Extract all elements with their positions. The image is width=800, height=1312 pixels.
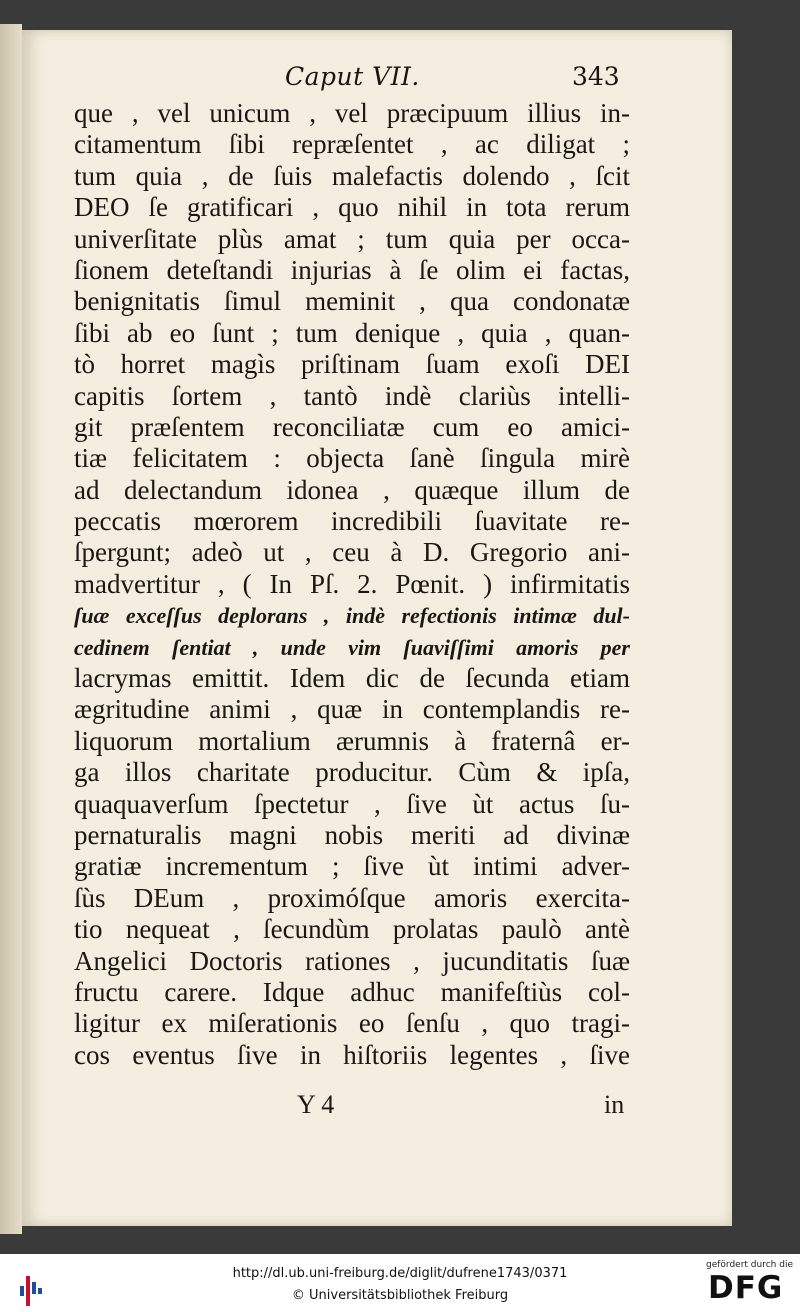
text-line: Angelici Doctoris rationes , jucunditatis ſuæ — [74, 945, 630, 976]
catchword: in — [604, 1090, 625, 1119]
text-line: liquorum mortalium ærumnis à fraternâ er- — [74, 725, 630, 756]
text-line: ligitur ex miſerationis eo ſenſu , quo tragi- — [74, 1008, 630, 1039]
text-line: peccatis mœrorem incredibili ſuavitate re- — [74, 506, 630, 537]
scan-background — [732, 22, 800, 1254]
text-line: lacrymas emittit. Idem dic de ſecunda etiam — [74, 663, 630, 694]
text-line: ad delectandum idonea , quæque illum de — [74, 474, 630, 505]
page-url[interactable]: http://dl.ub.uni-freiburg.de/diglit/dufrene1743/0371 — [232, 1266, 568, 1281]
text-line: pernaturalis magni nobis meriti ad divinæ — [74, 819, 630, 850]
text-line: madvertitur , ( In Pſ. 2. Pœnit. ) infirmitatis — [74, 568, 630, 599]
running-head: Caput VII. — [285, 62, 420, 91]
viewer-footer — [0, 1254, 800, 1312]
signature-mark: Y 4 — [297, 1090, 335, 1119]
copyright-notice: © Universitätsbibliothek Freiburg — [291, 1288, 509, 1303]
text-line: DEO ſe gratificari , quo nihil in tota rerum — [74, 192, 630, 223]
text-line: fructu carere. Idque adhuc manifeſtiùs col- — [74, 976, 630, 1007]
text-line: tio nequeat , ſecundùm prolatas paulò antè — [74, 914, 630, 945]
text-line: capitis ſortem , tantò indè clariùs intelli- — [74, 380, 630, 411]
text-line: gratiæ incrementum ; ſive ùt intimi adver- — [74, 851, 630, 882]
body-text — [74, 98, 630, 1071]
text-line: ſpergunt; adeò ut , ceu à D. Gregorio ani- — [74, 537, 630, 568]
text-line: univerſitate plùs amat ; tum quia per occa- — [74, 223, 630, 254]
text-line: ægritudine animi , quæ in contemplandis re- — [74, 694, 630, 725]
text-line: ſionem deteſtandi injurias à ſe olim ei factas, — [74, 254, 630, 285]
text-line: ſuæ exceſſus deplorans , indè refectionis intimæ dul- — [74, 603, 630, 629]
text-line: ſùs DEum , proximóſque amoris exercita- — [74, 882, 630, 913]
text-line: tò horret magìs priſtinam ſuam exoſi DEI — [74, 349, 630, 380]
page-number: 343 — [572, 62, 620, 91]
dfg-logo: DFG — [708, 1270, 784, 1306]
dfg-funding-text: gefördert durch die — [706, 1260, 793, 1270]
previous-page-edge — [0, 24, 22, 1234]
text-line: tiæ felicitatem : objecta ſanè ſingula mirè — [74, 443, 630, 474]
text-line: cedinem ſentiat , unde vim ſuaviſſimi amoris per — [74, 634, 630, 660]
text-line: quaquaverſum ſpectetur , ſive ùt actus ſu- — [74, 788, 630, 819]
text-line: benignitatis ſimul meminit , qua condonatæ — [74, 286, 630, 317]
text-line: ga illos charitate producitur. Cùm & ipſa, — [74, 757, 630, 788]
text-line: git præſentem reconciliatæ cum eo amici- — [74, 411, 630, 442]
text-line: cos eventus ſive in hiſtoriis legentes , ſive — [74, 1039, 630, 1070]
text-line: citamentum ſibi repræſentet , ac diligat ; — [74, 129, 630, 160]
text-line: ſibi ab eo ſunt ; tum denique , quia , quan- — [74, 317, 630, 348]
text-line: que , vel unicum , vel præcipuum illius in- — [74, 98, 630, 128]
text-line: tum quia , de ſuis malefactis dolendo , ſcit — [74, 160, 630, 191]
